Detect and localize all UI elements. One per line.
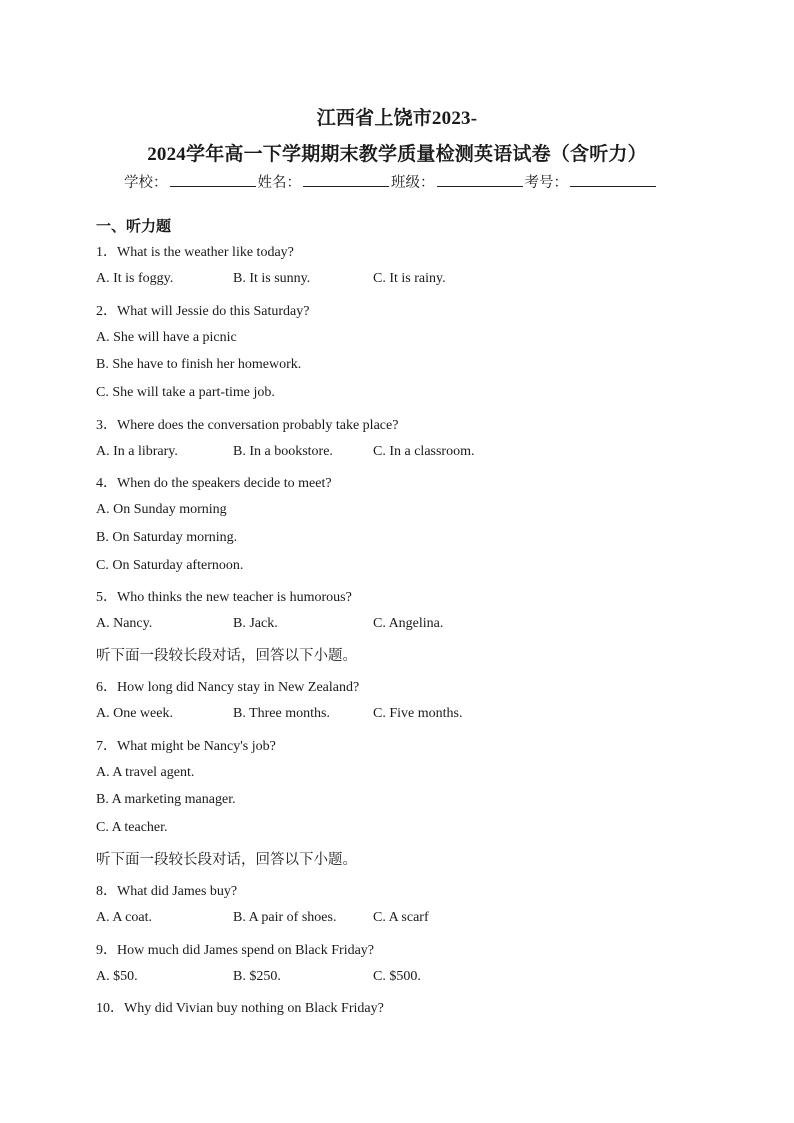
question-7: 7．What might be Nancy's job? [96, 739, 276, 754]
question-4: 4．When do the speakers decide to meet? [96, 476, 332, 491]
option-c[interactable]: C. Angelina. [373, 616, 444, 631]
option-a[interactable]: A. Nancy. [96, 616, 153, 631]
option-c[interactable]: C. A teacher. [96, 820, 168, 835]
option-c[interactable]: C. Five months. [373, 706, 463, 721]
name-label: 姓名： [257, 175, 301, 191]
exam-title-line-2: 2024学年高一下学期期末教学质量检测英语试卷（含听力） [147, 144, 647, 165]
option-c[interactable]: C. A scarf [373, 910, 429, 925]
question-9: 9．How much did James spend on Black Friday? [96, 943, 375, 958]
option-b[interactable]: B. She have to finish her homework. [96, 357, 302, 372]
option-a[interactable]: A. A coat. [96, 910, 152, 925]
option-b[interactable]: B. $250. [233, 969, 281, 984]
school-label: 学校： [124, 175, 168, 191]
question-5: 5．Who thinks the new teacher is humorous? [96, 590, 352, 605]
exam-title-line-1: 江西省上饶市2023- [316, 108, 478, 129]
student-info-row [124, 171, 658, 192]
option-a[interactable]: A. $50. [96, 969, 138, 984]
question-6: 6．How long did Nancy stay in New Zealand? [96, 680, 360, 695]
option-b[interactable]: B. Jack. [233, 616, 278, 631]
name-blank[interactable] [303, 172, 389, 187]
option-b[interactable]: B. It is sunny. [233, 271, 311, 286]
option-c[interactable]: C. $500. [373, 969, 421, 984]
option-a[interactable]: A. A travel agent. [96, 765, 195, 780]
option-a[interactable]: A. On Sunday morning [96, 502, 227, 517]
question-10: 10．Why did Vivian buy nothing on Black Friday? [96, 1001, 384, 1016]
question-3: 3．Where does the conversation probably take place? [96, 418, 399, 433]
option-c[interactable]: C. In a classroom. [373, 444, 475, 459]
option-c[interactable]: C. It is rainy. [373, 271, 446, 286]
section-heading: 一、听力题 [96, 219, 172, 235]
listening-instruction: 听下面一段较长段对话，回答以下小题。 [96, 648, 357, 664]
option-c[interactable]: C. On Saturday afternoon. [96, 558, 244, 573]
school-blank[interactable] [170, 172, 256, 187]
question-8: 8．What did James buy? [96, 884, 238, 899]
option-a[interactable]: A. In a library. [96, 444, 178, 459]
class-blank[interactable] [437, 172, 523, 187]
option-b[interactable]: B. In a bookstore. [233, 444, 333, 459]
question-1: 1．What is the weather like today? [96, 245, 294, 260]
option-b[interactable]: B. A pair of shoes. [233, 910, 337, 925]
option-a[interactable]: A. It is foggy. [96, 271, 174, 286]
option-b[interactable]: B. On Saturday morning. [96, 530, 238, 545]
option-c[interactable]: C. She will take a part-time job. [96, 385, 275, 400]
question-2: 2．What will Jessie do this Saturday? [96, 304, 310, 319]
listening-instruction: 听下面一段较长段对话，回答以下小题。 [96, 852, 357, 868]
option-b[interactable]: B. A marketing manager. [96, 792, 236, 807]
exam-number-label: 考号： [524, 175, 568, 191]
option-a[interactable]: A. She will have a picnic [96, 330, 237, 345]
exam-number-blank[interactable] [570, 172, 656, 187]
option-b[interactable]: B. Three months. [233, 706, 330, 721]
option-a[interactable]: A. One week. [96, 706, 173, 721]
class-label: 班级： [391, 175, 435, 191]
